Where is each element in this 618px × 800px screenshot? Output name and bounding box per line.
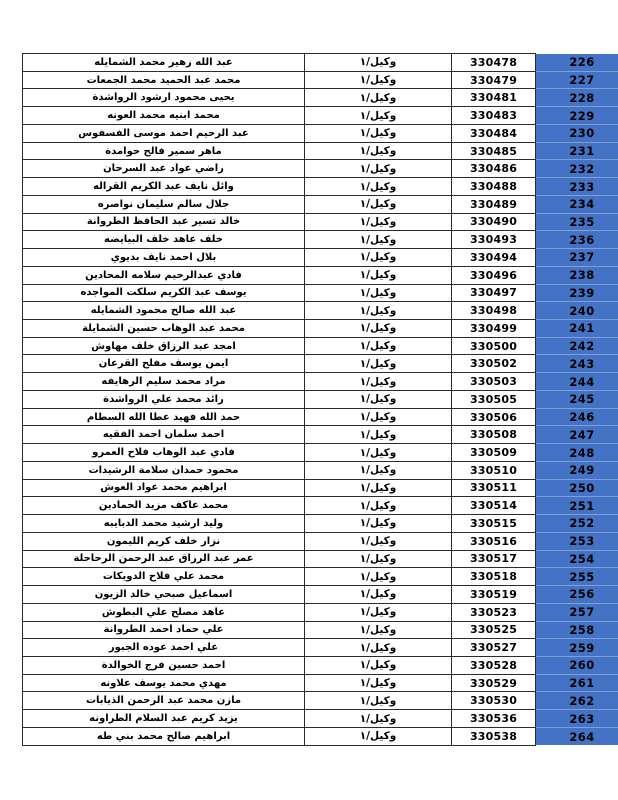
row-index-cell: 229 — [536, 107, 618, 125]
registration-number-cell: 330493 — [452, 231, 536, 249]
role-cell: وكيل/١ — [305, 284, 452, 302]
table-row — [23, 266, 618, 284]
row-index-cell: 247 — [536, 426, 618, 444]
table-row — [23, 515, 618, 533]
row-index-cell: 232 — [536, 160, 618, 178]
row-index-cell: 234 — [536, 195, 618, 213]
registration-number-cell: 330499 — [452, 320, 536, 338]
registration-number-cell: 330485 — [452, 142, 536, 160]
table-row — [23, 497, 618, 515]
role-cell: وكيل/١ — [305, 160, 452, 178]
row-index-cell: 249 — [536, 461, 618, 479]
role-cell: وكيل/١ — [305, 320, 452, 338]
role-cell: وكيل/١ — [305, 302, 452, 320]
member-name-cell: مهدي محمد يوسف علاونه — [23, 674, 305, 692]
row-index-cell: 244 — [536, 373, 618, 391]
row-index-cell: 248 — [536, 444, 618, 462]
row-index-cell: 259 — [536, 639, 618, 657]
registration-number-cell: 330486 — [452, 160, 536, 178]
registration-number-cell: 330479 — [452, 71, 536, 89]
role-cell: وكيل/١ — [305, 515, 452, 533]
table-row — [23, 656, 618, 674]
row-index-cell: 240 — [536, 302, 618, 320]
table-row — [23, 727, 618, 745]
registration-number-cell: 330502 — [452, 355, 536, 373]
row-index-cell: 261 — [536, 674, 618, 692]
row-index-cell: 231 — [536, 142, 618, 160]
role-cell: وكيل/١ — [305, 550, 452, 568]
registration-number-cell: 330525 — [452, 621, 536, 639]
row-index-cell: 230 — [536, 124, 618, 142]
role-cell: وكيل/١ — [305, 408, 452, 426]
registration-number-cell: 330538 — [452, 727, 536, 745]
row-index-cell: 263 — [536, 710, 618, 728]
registration-number-cell: 330506 — [452, 408, 536, 426]
table-row — [23, 603, 618, 621]
member-name-cell: مراد محمد سليم الرهايفه — [23, 373, 305, 391]
registration-number-cell: 330481 — [452, 89, 536, 107]
role-cell: وكيل/١ — [305, 390, 452, 408]
member-name-cell: محمد عبد الحميد محمد الجمعات — [23, 71, 305, 89]
table-row — [23, 355, 618, 373]
role-cell: وكيل/١ — [305, 231, 452, 249]
member-name-cell: وليد ارشيد محمد الدبايبه — [23, 515, 305, 533]
member-name-cell: محمد علي فلاح الدويكات — [23, 568, 305, 586]
row-index-cell: 264 — [536, 727, 618, 745]
row-index-cell: 241 — [536, 320, 618, 338]
table-row — [23, 142, 618, 160]
member-name-cell: اسماعيل صبحي خالد الزيون — [23, 586, 305, 604]
member-name-cell: فادي عبد الوهاب فلاح العمرو — [23, 444, 305, 462]
member-name-cell: بلال احمد نايف بديوي — [23, 249, 305, 267]
role-cell: وكيل/١ — [305, 710, 452, 728]
role-cell: وكيل/١ — [305, 674, 452, 692]
row-index-cell: 252 — [536, 515, 618, 533]
table-row — [23, 444, 618, 462]
member-name-cell: محمود حمدان سلامة الرشيدات — [23, 461, 305, 479]
table-row — [23, 107, 618, 125]
registration-number-cell: 330529 — [452, 674, 536, 692]
member-name-cell: عمر عبد الرزاق عبد الرحمن الرحاحلة — [23, 550, 305, 568]
row-index-cell: 262 — [536, 692, 618, 710]
role-cell: وكيل/١ — [305, 249, 452, 267]
table-row — [23, 586, 618, 604]
member-name-cell: ابراهيم محمد عواد العوش — [23, 479, 305, 497]
table-row — [23, 195, 618, 213]
registration-number-cell: 330530 — [452, 692, 536, 710]
table-row — [23, 178, 618, 196]
row-index-cell: 245 — [536, 390, 618, 408]
registration-number-cell: 330519 — [452, 586, 536, 604]
row-index-cell: 226 — [536, 54, 618, 72]
registration-number-cell: 330489 — [452, 195, 536, 213]
role-cell: وكيل/١ — [305, 355, 452, 373]
role-cell: وكيل/١ — [305, 444, 452, 462]
role-cell: وكيل/١ — [305, 266, 452, 284]
table-row — [23, 674, 618, 692]
table-row — [23, 479, 618, 497]
role-cell: وكيل/١ — [305, 692, 452, 710]
registration-number-cell: 330511 — [452, 479, 536, 497]
member-name-cell: حمد الله فهيد عطا الله السطام — [23, 408, 305, 426]
registration-number-cell: 330510 — [452, 461, 536, 479]
member-name-cell: احمد حسين فرج الخوالدة — [23, 656, 305, 674]
registration-number-cell: 330503 — [452, 373, 536, 391]
row-index-cell: 253 — [536, 532, 618, 550]
table-row — [23, 461, 618, 479]
row-index-cell: 255 — [536, 568, 618, 586]
row-index-cell: 260 — [536, 656, 618, 674]
roster-table — [22, 53, 618, 746]
role-cell: وكيل/١ — [305, 426, 452, 444]
registration-number-cell: 330484 — [452, 124, 536, 142]
role-cell: وكيل/١ — [305, 639, 452, 657]
registration-number-cell: 330490 — [452, 213, 536, 231]
row-index-cell: 227 — [536, 71, 618, 89]
table-row — [23, 124, 618, 142]
table-row — [23, 213, 618, 231]
role-cell: وكيل/١ — [305, 195, 452, 213]
member-name-cell: فادي عبدالرحيم سلامه المحادين — [23, 266, 305, 284]
row-index-cell: 236 — [536, 231, 618, 249]
registration-number-cell: 330516 — [452, 532, 536, 550]
row-index-cell: 228 — [536, 89, 618, 107]
row-index-cell: 256 — [536, 586, 618, 604]
registration-number-cell: 330494 — [452, 249, 536, 267]
row-index-cell: 250 — [536, 479, 618, 497]
role-cell: وكيل/١ — [305, 89, 452, 107]
table-row — [23, 532, 618, 550]
registration-number-cell: 330514 — [452, 497, 536, 515]
member-name-cell: راضي عواد عبد السرحان — [23, 160, 305, 178]
member-name-cell: يحيى محمود ارشود الرواشدة — [23, 89, 305, 107]
member-name-cell: عبد الله صالح محمود الشمايله — [23, 302, 305, 320]
table-row — [23, 284, 618, 302]
registration-number-cell: 330505 — [452, 390, 536, 408]
member-name-cell: رائد محمد علي الرواشدة — [23, 390, 305, 408]
role-cell: وكيل/١ — [305, 621, 452, 639]
table-row — [23, 54, 618, 72]
role-cell: وكيل/١ — [305, 178, 452, 196]
registration-number-cell: 330500 — [452, 337, 536, 355]
member-name-cell: عبد الرحيم احمد موسى الفسفوس — [23, 124, 305, 142]
registration-number-cell: 330536 — [452, 710, 536, 728]
roster-sheet — [22, 53, 600, 745]
table-row — [23, 320, 618, 338]
member-name-cell: محمد عبد الوهاب حسين الشمايلة — [23, 320, 305, 338]
member-name-cell: عاهد مصلح علي البطوش — [23, 603, 305, 621]
member-name-cell: علي احمد عوده الجبور — [23, 639, 305, 657]
row-index-cell: 239 — [536, 284, 618, 302]
role-cell: وكيل/١ — [305, 213, 452, 231]
member-name-cell: خالد تسير عبد الحافظ الطروانة — [23, 213, 305, 231]
table-row — [23, 426, 618, 444]
member-name-cell: خلف عاهد خلف البيايضه — [23, 231, 305, 249]
registration-number-cell: 330497 — [452, 284, 536, 302]
member-name-cell: جلال سالم سليمان نواصره — [23, 195, 305, 213]
table-row — [23, 639, 618, 657]
member-name-cell: وائل نايف عبد الكريم القراله — [23, 178, 305, 196]
member-name-cell: محمد ابنيه محمد العونه — [23, 107, 305, 125]
member-name-cell: يوسف عبد الكريم سلكت المواجده — [23, 284, 305, 302]
registration-number-cell: 330508 — [452, 426, 536, 444]
member-name-cell: احمد سلمان احمد الفقيه — [23, 426, 305, 444]
row-index-cell: 246 — [536, 408, 618, 426]
member-name-cell: يزيد كريم عبد السلام الطراونه — [23, 710, 305, 728]
registration-number-cell: 330478 — [452, 54, 536, 72]
member-name-cell: محمد عاكف مزيد الحمادين — [23, 497, 305, 515]
role-cell: وكيل/١ — [305, 124, 452, 142]
registration-number-cell: 330528 — [452, 656, 536, 674]
table-row — [23, 89, 618, 107]
table-row — [23, 621, 618, 639]
registration-number-cell: 330496 — [452, 266, 536, 284]
member-name-cell: ابراهيم صالح محمد بني طه — [23, 727, 305, 745]
row-index-cell: 243 — [536, 355, 618, 373]
roster-table-body — [23, 54, 618, 746]
role-cell: وكيل/١ — [305, 656, 452, 674]
role-cell: وكيل/١ — [305, 532, 452, 550]
row-index-cell: 257 — [536, 603, 618, 621]
role-cell: وكيل/١ — [305, 71, 452, 89]
registration-number-cell: 330518 — [452, 568, 536, 586]
row-index-cell: 235 — [536, 213, 618, 231]
member-name-cell: ماهر سمير فالح حوامدة — [23, 142, 305, 160]
table-row — [23, 71, 618, 89]
table-row — [23, 302, 618, 320]
member-name-cell: نزار خلف كريم الليمون — [23, 532, 305, 550]
role-cell: وكيل/١ — [305, 568, 452, 586]
role-cell: وكيل/١ — [305, 373, 452, 391]
row-index-cell: 254 — [536, 550, 618, 568]
member-name-cell: مازن محمد عبد الرحمن الذيابات — [23, 692, 305, 710]
row-index-cell: 238 — [536, 266, 618, 284]
row-index-cell: 242 — [536, 337, 618, 355]
member-name-cell: ايمن يوسف مفلح القرعان — [23, 355, 305, 373]
row-index-cell: 237 — [536, 249, 618, 267]
registration-number-cell: 330517 — [452, 550, 536, 568]
row-index-cell: 251 — [536, 497, 618, 515]
table-row — [23, 390, 618, 408]
role-cell: وكيل/١ — [305, 337, 452, 355]
role-cell: وكيل/١ — [305, 107, 452, 125]
registration-number-cell: 330515 — [452, 515, 536, 533]
member-name-cell: عبد الله زهير محمد الشمايله — [23, 54, 305, 72]
table-row — [23, 408, 618, 426]
registration-number-cell: 330523 — [452, 603, 536, 621]
member-name-cell: امجد عبد الرزاق خلف مهاوش — [23, 337, 305, 355]
role-cell: وكيل/١ — [305, 727, 452, 745]
registration-number-cell: 330488 — [452, 178, 536, 196]
role-cell: وكيل/١ — [305, 603, 452, 621]
table-row — [23, 231, 618, 249]
table-row — [23, 550, 618, 568]
role-cell: وكيل/١ — [305, 142, 452, 160]
table-row — [23, 249, 618, 267]
registration-number-cell: 330527 — [452, 639, 536, 657]
role-cell: وكيل/١ — [305, 54, 452, 72]
table-row — [23, 373, 618, 391]
table-row — [23, 160, 618, 178]
role-cell: وكيل/١ — [305, 479, 452, 497]
table-row — [23, 710, 618, 728]
registration-number-cell: 330509 — [452, 444, 536, 462]
role-cell: وكيل/١ — [305, 497, 452, 515]
registration-number-cell: 330498 — [452, 302, 536, 320]
role-cell: وكيل/١ — [305, 586, 452, 604]
role-cell: وكيل/١ — [305, 461, 452, 479]
row-index-cell: 258 — [536, 621, 618, 639]
registration-number-cell: 330483 — [452, 107, 536, 125]
table-row — [23, 568, 618, 586]
member-name-cell: علي حماد احمد الطروانة — [23, 621, 305, 639]
table-row — [23, 337, 618, 355]
row-index-cell: 233 — [536, 178, 618, 196]
table-row — [23, 692, 618, 710]
